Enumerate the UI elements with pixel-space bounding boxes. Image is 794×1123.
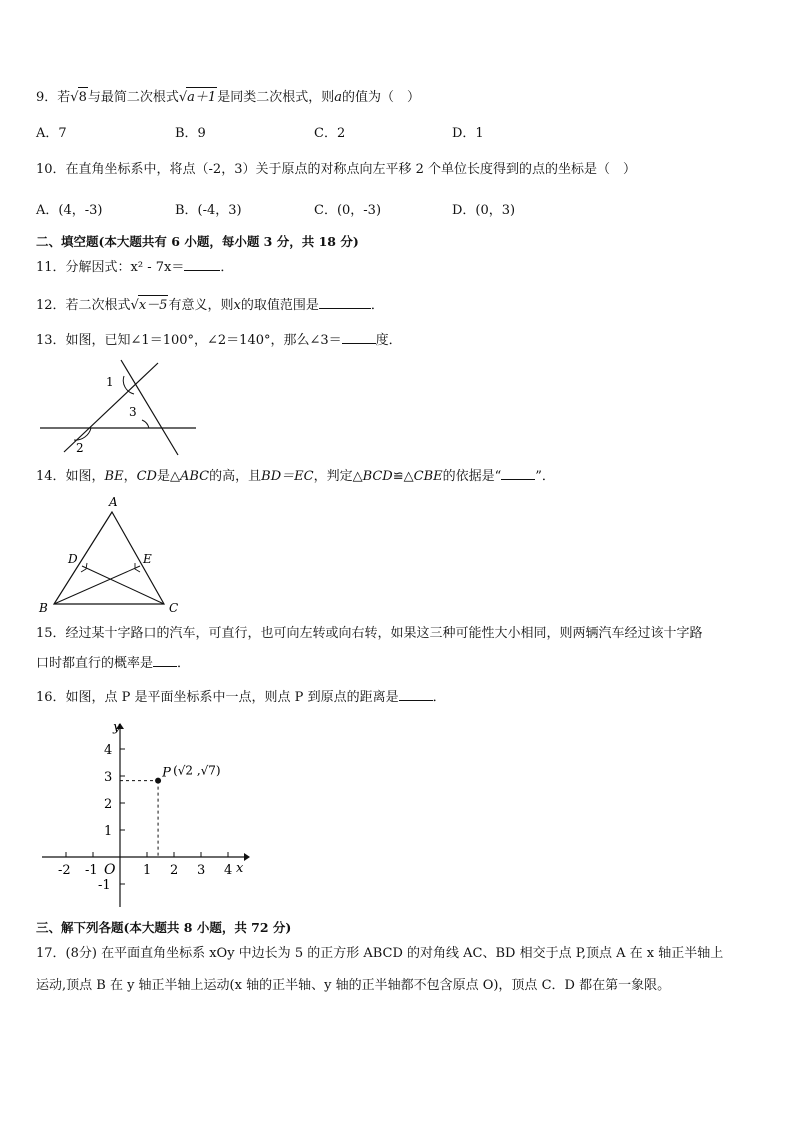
y-axis-label: y — [113, 720, 121, 735]
section-2-heading: 二、填空题(本大题共有 6 小题，每小题 3 分，共 18 分) — [36, 234, 359, 249]
q14-cd: CD — [136, 469, 157, 484]
question-12: 12．若二次根式√x－5有意义，则x的取值范围是 ． — [36, 295, 384, 316]
x-tick-label: 1 — [143, 863, 152, 878]
q9-number: 9．若 — [36, 90, 71, 105]
q13-text: 13．如图，已知∠1＝100°，∠2＝140°，那么∠3＝ — [36, 333, 342, 348]
vertex-label-a: A — [109, 495, 118, 509]
x-axis-arrow — [244, 853, 250, 861]
question-17-line-2: 运动,顶点 B 在 y 轴正半轴上运动(x 轴的正半轴、y 轴的正半轴都不包含原点 O)，顶点 C．D 都在第一象限。 — [36, 978, 671, 993]
q9-option-d: D．1 — [452, 126, 484, 141]
x-tick-label: -2 — [58, 863, 71, 878]
q12-answer-blank — [319, 308, 371, 309]
altitude-be — [54, 566, 140, 604]
q12-tail: 的取值范围是 — [240, 298, 319, 313]
point-p-label: P — [162, 765, 171, 781]
q9-option-b: B．9 — [175, 126, 206, 141]
y-tick-label: 4 — [104, 743, 113, 758]
q14-be: BE — [104, 469, 124, 484]
q11-answer-blank — [184, 270, 220, 271]
q10-option-d: D．(0，3) — [452, 203, 516, 218]
q12-radicand: x－5 — [138, 295, 169, 316]
q14-bcd: BCD — [362, 469, 393, 484]
question-9: 9．若√8与最简二次根式√a＋1是同类二次根式，则a的值为（ ） — [36, 87, 420, 108]
q9-option-a: A．7 — [36, 126, 67, 141]
angle-label-1: 1 — [106, 375, 114, 389]
question-15-line-2: 口时都直行的概率是 ． — [36, 656, 191, 671]
point-p-coordinates: (√2 ,√7) — [173, 763, 221, 778]
q12-variable: x — [233, 298, 241, 313]
x-tick-label: -1 — [85, 863, 98, 878]
y-tick-label: 3 — [104, 770, 113, 785]
q16-coordinate-figure — [36, 715, 256, 913]
y-tick-label: -1 — [98, 878, 111, 893]
question-14: 14．如图，BE，CD是△ABC的高，且BD＝EC，判定△BCD≌△CBE的依据是“ ”． — [36, 469, 555, 484]
question-13: 13．如图，已知∠1＝100°，∠2＝140°，那么∠3＝ 度． — [36, 333, 402, 348]
q9-mid-text: 与最简二次根式 — [87, 90, 179, 105]
point-p — [155, 778, 161, 784]
q9-variable: a — [334, 90, 342, 105]
q10-option-b: B．(-4，3) — [175, 203, 242, 218]
angle-3-arc — [142, 420, 149, 428]
right-angle-mark-d — [81, 563, 87, 572]
question-17-line-1: 17．(8分) 在平面直角坐标系 xOy 中边长为 5 的正方形 ABCD 的对角线 AC、BD 相交于点 P,顶点 A 在 x 轴正半轴上 — [36, 946, 724, 961]
q10-option-a: A．(4，-3) — [36, 203, 103, 218]
q14-triangle-figure — [36, 494, 186, 616]
q12-mid: 有意义，则 — [168, 298, 234, 313]
x-tick-label: 4 — [224, 863, 233, 878]
q9-tail-1: 是同类二次根式，则 — [217, 90, 335, 105]
q16-answer-blank — [399, 700, 433, 701]
q9-radicand-1: 8 — [78, 87, 88, 108]
question-15-line-1: 15．经过某十字路口的汽车，可直行，也可向左转或向右转，如果这三种可能性大小相同，则两辆汽车经过该十字路 — [36, 626, 703, 641]
q13-angle-figure — [36, 358, 206, 458]
q13-answer-blank — [342, 343, 376, 344]
q9-tail-2: 的值为（ ） — [341, 90, 420, 105]
vertex-label-c: C — [169, 601, 179, 615]
q9-option-c: C．2 — [314, 126, 346, 141]
vertex-label-e: E — [143, 552, 152, 566]
x-tick-label: 3 — [197, 863, 206, 878]
altitude-cd — [82, 566, 164, 604]
angle-label-2: 2 — [76, 441, 84, 455]
q12-head: 12．若二次根式 — [36, 298, 131, 313]
vertex-label-b: B — [39, 601, 48, 615]
q15-answer-blank — [153, 666, 177, 667]
origin-label: O — [104, 862, 116, 878]
q14-abc: ABC — [179, 469, 210, 484]
section-3-heading: 三、解下列各题(本大题共 8 小题，共 72 分) — [36, 920, 292, 935]
q11-text: 11．分解因式：x² - 7x＝ — [36, 260, 185, 275]
question-10: 10．在直角坐标系中，将点（-2，3）关于原点的对称点向左平移 2 个单位长度得到的点的坐标是（ ） — [36, 162, 637, 177]
q14-answer-blank — [501, 479, 535, 480]
q10-option-c: C．(0，-3) — [314, 203, 382, 218]
q14-bd-ec: BD＝EC — [261, 469, 314, 484]
angle-label-3: 3 — [129, 405, 137, 419]
x-tick-label: 2 — [170, 863, 179, 878]
question-16: 16．如图，点 P 是平面坐标系中一点，则点 P 到原点的距离是 ． — [36, 690, 446, 705]
x-axis-label: x — [236, 861, 244, 876]
q9-radicand-2: a＋1 — [186, 87, 217, 108]
y-tick-label: 1 — [104, 824, 113, 839]
vertex-label-d: D — [68, 552, 78, 566]
y-tick-label: 2 — [104, 797, 113, 812]
question-11: 11．分解因式：x² - 7x＝ ． — [36, 260, 234, 275]
q14-cbe: CBE — [413, 469, 443, 484]
